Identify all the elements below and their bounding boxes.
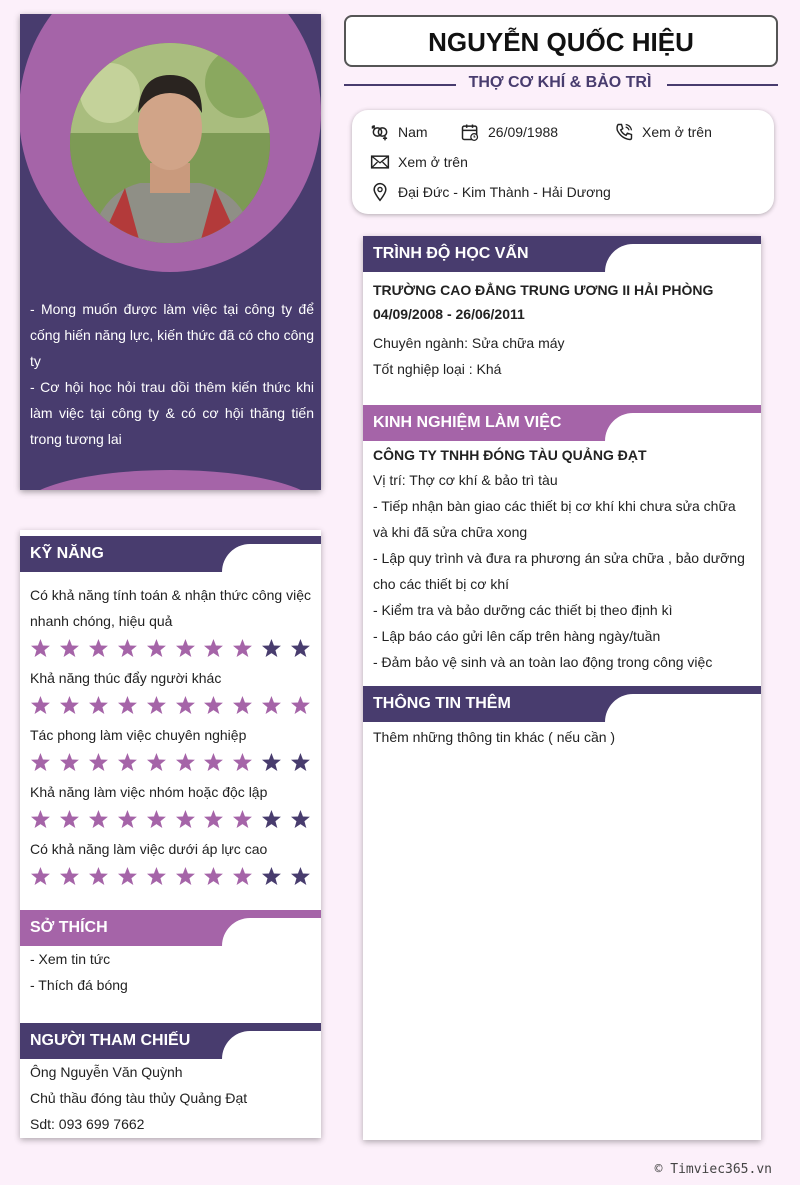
star-filled-icon — [203, 809, 224, 830]
location-pin-icon — [370, 182, 390, 202]
star-filled-icon — [175, 866, 196, 887]
star-filled-icon — [117, 866, 138, 887]
star-filled-icon — [175, 809, 196, 830]
experience-title: KINH NGHIỆM LÀM VIỆC — [363, 405, 633, 441]
skill-name: Có khả năng tính toán & nhận thức công việc nhanh chóng, hiệu quả — [30, 587, 312, 629]
reference-item: Ông Nguyễn Văn Quỳnh — [30, 1064, 183, 1080]
star-filled-icon — [232, 752, 253, 773]
references-header — [20, 1023, 321, 1059]
right-panel — [363, 236, 761, 1140]
references-list — [20, 1059, 321, 1137]
star-filled-icon — [30, 809, 51, 830]
duty-item: - Tiếp nhận bàn giao các thiết bị cơ khí khi chưa sửa chữa và khi đã sửa chữa xong — [373, 498, 736, 540]
star-filled-icon — [175, 752, 196, 773]
hobbies-list — [20, 946, 321, 998]
duty-item: - Lập báo cáo gửi lên cấp trên hàng ngày/tuần — [373, 628, 661, 644]
star-icon — [261, 809, 282, 830]
duties-list — [363, 493, 761, 675]
objective-line: - Mong muốn được làm việc tại công ty để cống hiến năng lực, kiến thức đã có cho công ty — [30, 301, 314, 369]
star-filled-icon — [146, 809, 167, 830]
star-filled-icon — [30, 866, 51, 887]
star-filled-icon — [203, 638, 224, 659]
calendar-icon — [460, 122, 480, 142]
phone-icon — [614, 122, 634, 142]
gender-value: Nam — [398, 124, 428, 140]
extra-body — [363, 724, 761, 750]
star-filled-icon — [175, 638, 196, 659]
hobbies-header — [20, 910, 321, 946]
hobby-item: - Xem tin tức — [30, 951, 111, 967]
star-icon — [261, 638, 282, 659]
hobbies-title: SỞ THÍCH — [20, 910, 250, 946]
study-period: 04/09/2008 - 26/06/2011 — [373, 306, 525, 322]
objective-line: - Cơ hội học hỏi trau dồi thêm kiến thức khi làm việc tại công ty & có cơ hội thăng tiến trong tương lai — [30, 379, 314, 447]
references-title: NGƯỜI THAM CHIẾU — [20, 1023, 250, 1059]
star-icon — [261, 752, 282, 773]
email-row — [370, 152, 468, 172]
star-filled-icon — [117, 809, 138, 830]
skill-name: Khả năng làm việc nhóm hoặc độc lập — [30, 784, 268, 800]
star-filled-icon — [117, 752, 138, 773]
duty-item: - Kiểm tra và bảo dưỡng các thiết bị theo định kì — [373, 602, 673, 618]
star-filled-icon — [59, 809, 80, 830]
education-title: TRÌNH ĐỘ HỌC VẤN — [363, 236, 633, 272]
school-name: TRƯỜNG CAO ĐẲNG TRUNG ƯƠNG II HẢI PHÒNG — [373, 282, 714, 298]
star-filled-icon — [175, 695, 196, 716]
star-icon — [261, 866, 282, 887]
star-filled-icon — [290, 695, 311, 716]
star-filled-icon — [261, 695, 282, 716]
star-filled-icon — [232, 809, 253, 830]
skill-name: Khả năng thúc đẩy người khác — [30, 670, 222, 686]
career-objective — [30, 296, 314, 452]
star-filled-icon — [146, 752, 167, 773]
avatar — [70, 43, 270, 243]
star-filled-icon — [59, 695, 80, 716]
hobby-item: - Thích đá bóng — [30, 977, 128, 993]
star-filled-icon — [203, 695, 224, 716]
left-panel — [20, 530, 321, 1138]
objective-card — [20, 14, 321, 490]
candidate-name: NGUYỄN QUỐC HIỆU — [344, 15, 778, 67]
skill-name: Có khả năng làm việc dưới áp lực cao — [30, 841, 268, 857]
reference-item: Chủ thầu đóng tàu thủy Quảng Đạt — [30, 1090, 248, 1106]
card-bottom-wave — [20, 470, 321, 490]
skill-rating — [20, 862, 321, 893]
footer-credit: © Timviec365.vn — [654, 1162, 772, 1177]
skill-rating — [20, 805, 321, 836]
extra-title: THÔNG TIN THÊM — [363, 686, 633, 722]
skills-header — [20, 536, 321, 572]
skill-name: Tác phong làm việc chuyên nghiệp — [30, 727, 247, 743]
star-filled-icon — [88, 638, 109, 659]
star-filled-icon — [146, 695, 167, 716]
gender-row — [370, 122, 428, 142]
graduation-grade: Tốt nghiệp loại : Khá — [373, 361, 502, 377]
extra-text: Thêm những thông tin khác ( nếu cần ) — [373, 729, 616, 745]
star-filled-icon — [59, 866, 80, 887]
address-value: Đại Đức - Kim Thành - Hải Dương — [398, 184, 611, 200]
reference-item: Sdt: 093 699 7662 — [30, 1116, 145, 1132]
star-filled-icon — [88, 809, 109, 830]
star-filled-icon — [232, 638, 253, 659]
major: Chuyên ngành: Sửa chữa máy — [373, 335, 565, 351]
skills-list — [20, 582, 321, 893]
company-name: CÔNG TY TNHH ĐÓNG TÀU QUẢNG ĐẠT — [373, 447, 647, 463]
star-filled-icon — [232, 695, 253, 716]
dob-value: 26/09/1988 — [488, 124, 559, 140]
skill-rating — [20, 634, 321, 665]
skill-rating — [20, 748, 321, 779]
extra-header — [363, 686, 761, 722]
skill-rating — [20, 691, 321, 722]
gender-icon — [370, 122, 390, 142]
contact-card — [352, 110, 774, 214]
star-filled-icon — [59, 638, 80, 659]
phone-value: Xem ở trên — [642, 124, 712, 140]
star-filled-icon — [117, 638, 138, 659]
star-icon — [290, 638, 311, 659]
duty-item: - Đảm bảo vệ sinh và an toàn lao động trong công việc — [373, 654, 713, 670]
skills-title: KỸ NĂNG — [20, 536, 250, 572]
experience-body — [363, 443, 761, 675]
divider — [667, 84, 778, 86]
job-title: THỢ CƠ KHÍ & BẢO TRÌ — [468, 74, 652, 91]
duty-item: - Lập quy trình và đưa ra phương án sửa chữa , bảo dưỡng cho các thiết bị cơ khí — [373, 550, 745, 592]
envelope-icon — [370, 152, 390, 172]
star-filled-icon — [88, 695, 109, 716]
star-icon — [290, 866, 311, 887]
star-icon — [290, 809, 311, 830]
email-value: Xem ở trên — [398, 154, 468, 170]
star-icon — [290, 752, 311, 773]
star-filled-icon — [59, 752, 80, 773]
experience-header — [363, 405, 761, 441]
phone-row — [614, 122, 712, 142]
education-header — [363, 236, 761, 272]
dob-row — [460, 122, 558, 142]
star-filled-icon — [30, 638, 51, 659]
star-filled-icon — [232, 866, 253, 887]
star-filled-icon — [30, 695, 51, 716]
address-row — [370, 182, 611, 202]
star-filled-icon — [146, 866, 167, 887]
star-filled-icon — [88, 752, 109, 773]
position: Vị trí: Thợ cơ khí & bảo trì tàu — [373, 472, 558, 488]
star-filled-icon — [203, 752, 224, 773]
star-filled-icon — [146, 638, 167, 659]
star-filled-icon — [88, 866, 109, 887]
star-filled-icon — [117, 695, 138, 716]
star-filled-icon — [30, 752, 51, 773]
star-filled-icon — [203, 866, 224, 887]
